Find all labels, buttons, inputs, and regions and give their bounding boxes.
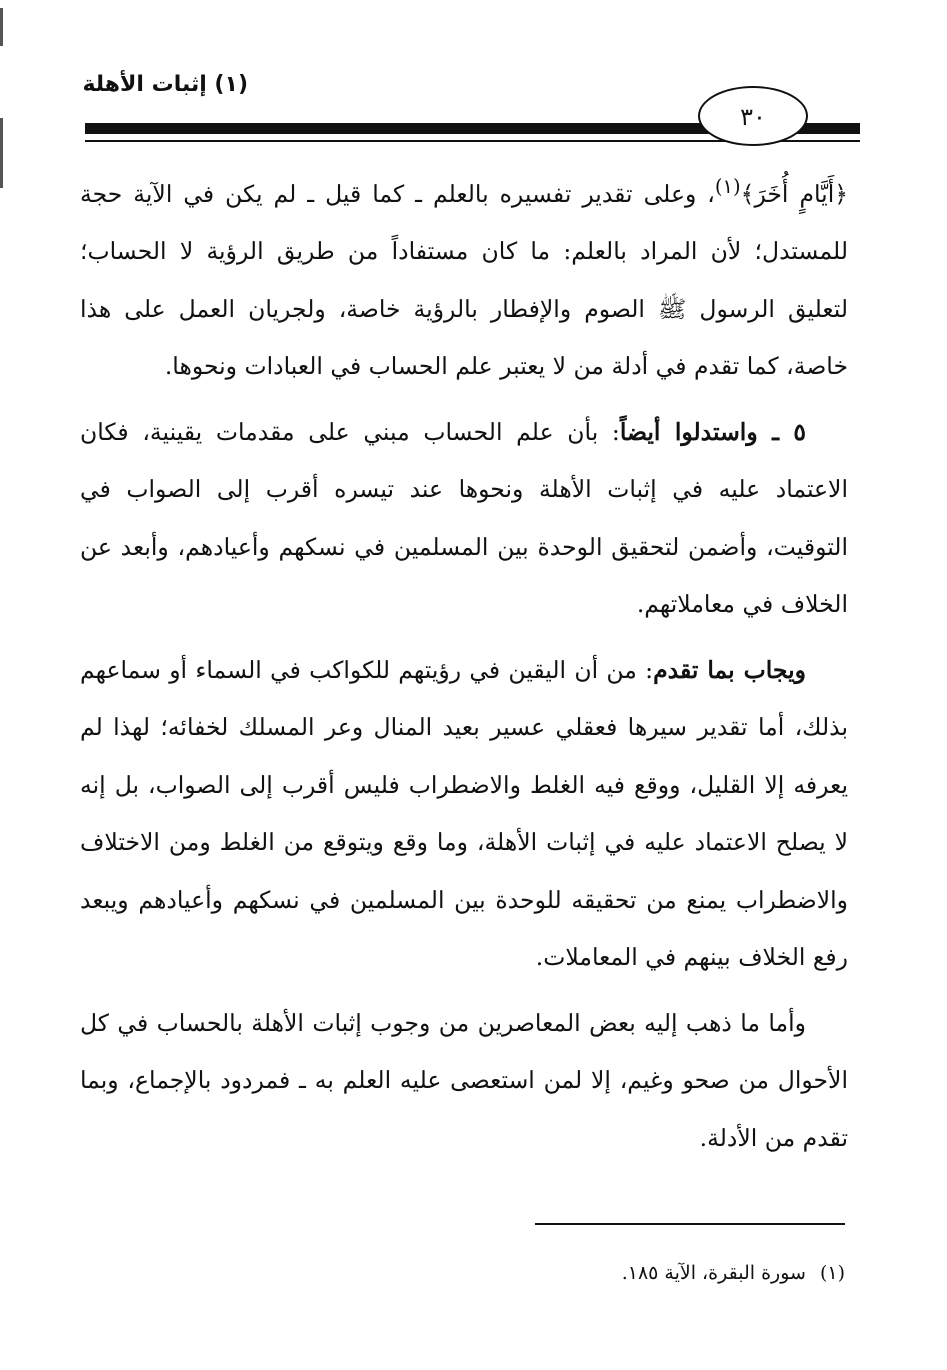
paragraph-3-lead: ويجاب بما تقدم	[653, 655, 806, 684]
footnote	[500, 1262, 845, 1284]
running-title: (١) إثبات الأهلة	[82, 72, 248, 97]
paragraph-1-text: ، وعلى تقدير تفسيره بالعلم ـ كما قيل ـ لم يكن في الآية حجة للمستدل؛ لأن المراد بالعلم: ما كان مستفاداً من طريق الرؤية لا الحساب؛ لتعليق الرسول ﷺ الصوم والإفطار بالرؤية خاصة، ولجريان العمل على هذا خاصة، كما تقدم في أدلة من لا يعتبر علم الحساب في العبادات ونحوها.	[80, 179, 848, 381]
paragraph-2-text: : بأن علم الحساب مبني على مقدمات يقينية، فكان الاعتماد عليه في إثبات الأهلة ونحوها عند تيسره أقرب إلى الصواب في التوقيت، وأضمن لتحقيق الوحدة بين المسلمين في نسكهم وأعيادهم، وأبعد عن الخلاف في معاملاتهم.	[80, 417, 848, 619]
paragraph-3-text: : من أن اليقين في رؤيتهم للكواكب في السماء أو سماعهم بذلك، أما تقدير سيرها فعقلي عسير بعيد المنال وعر المسلك لخفائه؛ لهذا لم يعرفه إلا القليل، ووقع فيه الغلط والاضطراب فليس أقرب إلى الصواب، بل إنه لا يصلح الاعتماد عليه في إثبات الأهلة، وما وقع ويتوقع من الغلط ومن الاختلاف والاضطراب يمنع من تحقيقه للوحدة بين المسلمين في نسكهم وأعيادهم ويبعد رفع الخلاف بينهم في المعاملات.	[80, 655, 848, 972]
paragraph-1	[80, 158, 848, 396]
page-edge-mark-top	[0, 8, 3, 46]
quran-verse-fragment: ﴿أَيَّامٍ أُخَرَ﴾	[740, 179, 848, 208]
paragraph-2-lead: ٥ ـ واستدلوا أيضاً	[619, 417, 806, 446]
page-number: ٣٠	[698, 86, 808, 146]
paragraph-2	[80, 404, 848, 634]
footnote-text: سورة البقرة، الآية ١٨٥.	[621, 1262, 806, 1284]
paragraph-4-text: وأما ما ذهب إليه بعض المعاصرين من وجوب إثبات الأهلة بالحساب في كل الأحوال من صحو وغيم، إلا لمن استعصى عليه العلم به ـ فمردود بالإجماع، وبما تقدم من الأدلة.	[80, 1008, 848, 1152]
footnote-separator	[535, 1223, 845, 1225]
paragraph-4	[80, 995, 848, 1168]
footnote-marker: (١)	[819, 1262, 845, 1284]
page-edge-mark-middle	[0, 118, 3, 188]
paragraph-3	[80, 642, 848, 987]
main-text	[80, 158, 848, 1175]
footnote-reference: (١)	[714, 175, 741, 198]
